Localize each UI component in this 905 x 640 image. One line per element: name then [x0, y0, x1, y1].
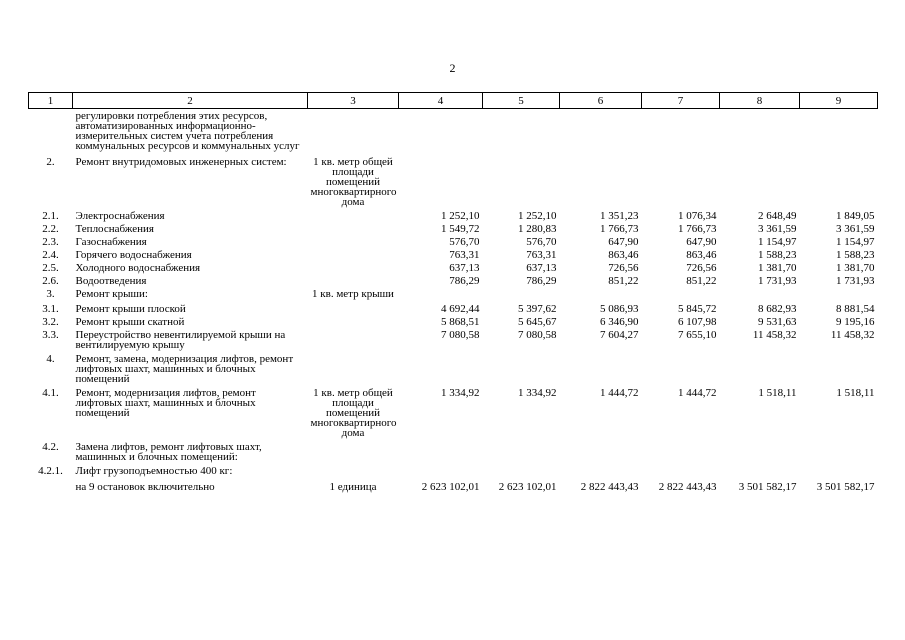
row-value-col9: 9 195,16	[836, 316, 875, 328]
row-value-col6	[560, 438, 642, 462]
row-value-col9: 8 881,54	[836, 303, 875, 315]
row-value-col4: 1 334,92	[441, 387, 480, 399]
row-value-col6: 726,56	[608, 262, 639, 274]
row-value-col8: 11 458,32	[752, 329, 797, 341]
row-name: Водоотведения	[75, 275, 147, 287]
row-name: Ремонт крыши скатной	[75, 316, 185, 328]
row-value-col9: 1 381,70	[836, 262, 875, 274]
table-row	[29, 327, 878, 350]
row-unit	[308, 234, 399, 247]
row-value-col7	[642, 109, 720, 152]
table-row	[29, 234, 878, 247]
row-value-col9: 11 458,32	[830, 329, 875, 341]
row-unit	[308, 207, 399, 221]
row-value-col4: 1 252,10	[441, 210, 480, 222]
row-value-col6: 647,90	[608, 236, 639, 248]
row-number: 2.	[46, 156, 55, 168]
row-number: 2.5.	[42, 262, 59, 274]
row-value-col5	[483, 286, 560, 299]
row-value-col9: 1 518,11	[836, 387, 875, 399]
row-value-col6: 7 604,27	[600, 329, 639, 341]
table-row	[29, 260, 878, 273]
row-name: Электроснабжения	[75, 210, 165, 222]
row-number: 3.2.	[42, 316, 59, 328]
row-name: на 9 остановок включительно	[75, 481, 215, 493]
row-value-col6	[560, 462, 642, 476]
row-value-col8: 8 682,93	[758, 303, 797, 315]
column-header: 9	[800, 93, 878, 109]
row-value-col4	[399, 151, 483, 207]
table-row	[29, 314, 878, 327]
row-unit: 1 кв. метр общей площади помещений многоквартирного дома	[310, 387, 397, 439]
row-value-col9: 3 501 582,17	[816, 481, 875, 493]
row-value-col9	[800, 109, 878, 152]
row-name: Теплоснабжения	[75, 223, 154, 235]
row-value-col8: 1 381,70	[758, 262, 797, 274]
row-value-col4	[399, 350, 483, 384]
row-value-col8: 9 531,63	[758, 316, 797, 328]
row-unit	[308, 247, 399, 260]
row-value-col8	[720, 109, 800, 152]
column-header: 4	[399, 93, 483, 109]
row-value-col6: 1 351,23	[600, 210, 639, 222]
row-value-col6	[560, 286, 642, 299]
column-header: 5	[483, 93, 560, 109]
column-header: 1	[29, 93, 73, 109]
row-value-col7	[642, 350, 720, 384]
row-name: Переустройство невентилируемой крыши на вентилируемую крышу	[75, 329, 286, 351]
row-value-col6: 863,46	[608, 249, 639, 261]
row-number: 4.2.	[42, 441, 59, 453]
row-value-col4: 786,29	[449, 275, 480, 287]
row-value-col9	[800, 286, 878, 299]
table-row	[29, 221, 878, 234]
row-value-col7: 863,46	[686, 249, 717, 261]
row-value-col6	[560, 350, 642, 384]
row-unit	[308, 438, 399, 462]
row-value-col8: 2 648,49	[758, 210, 797, 222]
row-value-col4: 5 868,51	[441, 316, 480, 328]
table-row	[29, 476, 878, 492]
row-value-col8	[720, 286, 800, 299]
row-value-col5: 5 397,62	[518, 303, 557, 315]
row-value-col4: 637,13	[449, 262, 480, 274]
column-header: 8	[720, 93, 800, 109]
row-value-col6	[560, 109, 642, 152]
table-row	[29, 286, 878, 299]
row-value-col6	[560, 151, 642, 207]
row-number: 3.3.	[42, 329, 59, 341]
row-value-col9: 1 731,93	[836, 275, 875, 287]
row-unit	[308, 221, 399, 234]
row-number: 2.2.	[42, 223, 59, 235]
tariff-table	[28, 92, 878, 492]
table-row	[29, 438, 878, 462]
row-value-col7	[642, 151, 720, 207]
column-header: 6	[560, 93, 642, 109]
row-name: Ремонт крыши:	[75, 288, 148, 300]
row-value-col4: 2 623 102,01	[421, 481, 480, 493]
row-name: Ремонт крыши плоской	[75, 303, 186, 315]
row-number: 4.	[46, 353, 55, 365]
row-value-col8	[720, 462, 800, 476]
row-value-col6: 1 444,72	[600, 387, 639, 399]
row-value-col9	[800, 462, 878, 476]
row-value-col7	[642, 286, 720, 299]
row-number	[29, 476, 73, 492]
row-value-col9: 1 154,97	[836, 236, 875, 248]
row-value-col7: 6 107,98	[678, 316, 717, 328]
row-value-col9: 1 849,05	[836, 210, 875, 222]
row-value-col5	[483, 350, 560, 384]
row-value-col9: 1 588,23	[836, 249, 875, 261]
row-name: Ремонт, замена, модернизация лифтов, ремонт лифтовых шахт, машинных и блочных помещений	[75, 353, 294, 385]
row-value-col4: 576,70	[449, 236, 480, 248]
row-unit	[308, 327, 399, 350]
column-number-row	[29, 93, 878, 109]
row-number: 2.3.	[42, 236, 59, 248]
table-row	[29, 299, 878, 314]
table-row	[29, 462, 878, 476]
table-row	[29, 384, 878, 438]
row-value-col5	[483, 109, 560, 152]
row-value-col4	[399, 462, 483, 476]
row-number: 4.2.1.	[38, 465, 63, 477]
table-row	[29, 151, 878, 207]
table-row	[29, 207, 878, 221]
row-unit	[308, 462, 399, 476]
row-value-col5: 2 623 102,01	[498, 481, 557, 493]
row-value-col7: 647,90	[686, 236, 717, 248]
row-value-col9: 3 361,59	[836, 223, 875, 235]
column-header: 7	[642, 93, 720, 109]
row-value-col7: 851,22	[686, 275, 717, 287]
row-value-col8: 1 588,23	[758, 249, 797, 261]
row-name: регулировки потребления этих ресурсов, автоматизированных информационно-измерительных систем учета потребления коммунальных ресурсов и коммунальных услуг	[75, 110, 300, 152]
row-value-col5: 786,29	[526, 275, 557, 287]
row-unit: 1 кв. метр крыши	[312, 288, 394, 300]
table-row	[29, 273, 878, 286]
row-name: Ремонт, модернизация лифтов, ремонт лифтовых шахт, машинных и блочных помещений	[75, 387, 256, 419]
row-value-col7: 1 076,34	[678, 210, 717, 222]
table-row	[29, 350, 878, 384]
row-name: Замена лифтов, ремонт лифтовых шахт, машинных и блочных помещений:	[75, 441, 262, 463]
column-header: 2	[73, 93, 308, 109]
row-value-col5: 1 252,10	[518, 210, 557, 222]
row-name: Холодного водоснабжения	[75, 262, 201, 274]
row-value-col4: 763,31	[449, 249, 480, 261]
row-number: 3.	[46, 288, 55, 300]
row-unit	[308, 260, 399, 273]
row-value-col8	[720, 438, 800, 462]
row-value-col9	[800, 438, 878, 462]
row-value-col6: 1 766,73	[600, 223, 639, 235]
row-value-col5: 1 280,83	[518, 223, 557, 235]
row-value-col8	[720, 151, 800, 207]
row-unit	[308, 350, 399, 384]
row-value-col7: 1 766,73	[678, 223, 717, 235]
row-value-col9	[800, 350, 878, 384]
row-value-col4: 1 549,72	[441, 223, 480, 235]
row-value-col8: 1 731,93	[758, 275, 797, 287]
row-value-col5	[483, 438, 560, 462]
row-number: 2.1.	[42, 210, 59, 222]
row-number: 2.6.	[42, 275, 59, 287]
row-unit	[308, 273, 399, 286]
row-number: 2.4.	[42, 249, 59, 261]
row-unit	[308, 109, 399, 152]
row-value-col5	[483, 151, 560, 207]
row-name: Лифт грузоподъемностью 400 кг:	[75, 465, 233, 477]
row-value-col7	[642, 462, 720, 476]
row-value-col7: 726,56	[686, 262, 717, 274]
row-value-col6: 6 346,90	[600, 316, 639, 328]
row-value-col8: 3 361,59	[758, 223, 797, 235]
row-value-col4: 4 692,44	[441, 303, 480, 315]
row-value-col5: 5 645,67	[518, 316, 557, 328]
row-value-col7: 5 845,72	[678, 303, 717, 315]
row-value-col5	[483, 462, 560, 476]
row-unit	[308, 299, 399, 314]
row-value-col6: 5 086,93	[600, 303, 639, 315]
row-name: Горячего водоснабжения	[75, 249, 192, 261]
row-value-col5: 763,31	[526, 249, 557, 261]
row-value-col7: 7 655,10	[678, 329, 717, 341]
row-value-col4: 7 080,58	[441, 329, 480, 341]
row-value-col8: 3 501 582,17	[738, 481, 797, 493]
row-unit: 1 единица	[329, 481, 377, 493]
row-value-col8: 1 518,11	[758, 387, 797, 399]
row-value-col5: 7 080,58	[518, 329, 557, 341]
row-unit	[308, 314, 399, 327]
row-value-col5: 576,70	[526, 236, 557, 248]
row-value-col6: 851,22	[608, 275, 639, 287]
row-value-col6: 2 822 443,43	[580, 481, 639, 493]
column-header: 3	[308, 93, 399, 109]
row-name: Ремонт внутридомовых инженерных систем:	[75, 156, 287, 168]
table-row	[29, 109, 878, 152]
row-unit: 1 кв. метр общей площади помещений многоквартирного дома	[310, 156, 397, 208]
row-number	[29, 109, 73, 152]
row-value-col4	[399, 438, 483, 462]
table-row	[29, 247, 878, 260]
row-value-col7: 2 822 443,43	[658, 481, 717, 493]
row-value-col8	[720, 350, 800, 384]
row-name: Газоснабжения	[75, 236, 147, 248]
row-value-col5: 1 334,92	[518, 387, 557, 399]
page-number: 2	[449, 61, 456, 75]
row-number: 4.1.	[42, 387, 59, 399]
row-value-col5: 637,13	[526, 262, 557, 274]
row-value-col4	[399, 286, 483, 299]
row-value-col7	[642, 438, 720, 462]
row-value-col8: 1 154,97	[758, 236, 797, 248]
row-value-col4	[399, 109, 483, 152]
row-value-col7: 1 444,72	[678, 387, 717, 399]
row-value-col9	[800, 151, 878, 207]
row-number: 3.1.	[42, 303, 59, 315]
